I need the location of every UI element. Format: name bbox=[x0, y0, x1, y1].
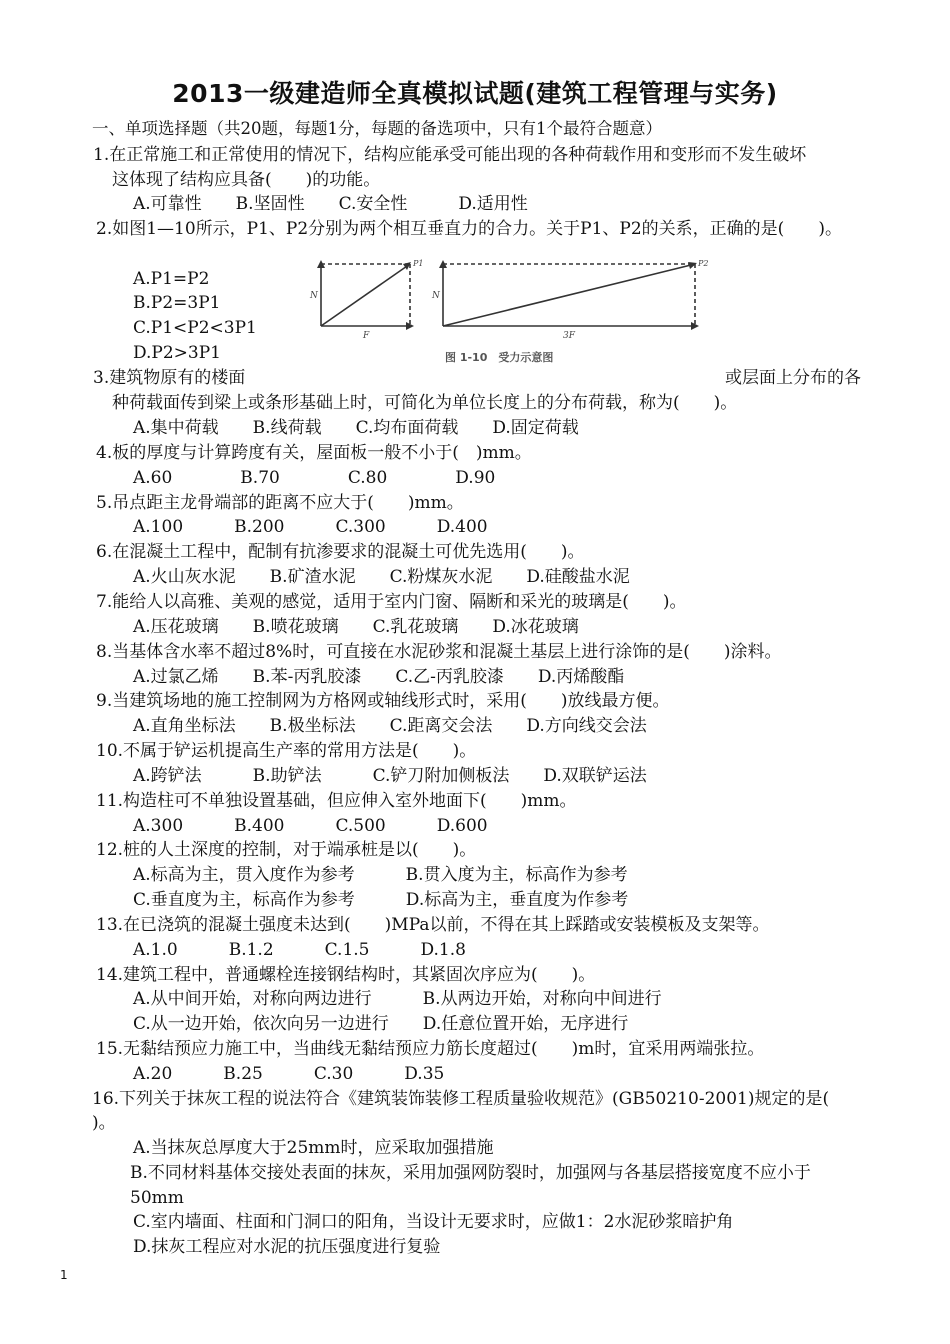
q12-options-ab: A.标高为主，贯入度作为参考 B.贯入度为主，标高作为参考 bbox=[133, 865, 628, 885]
q2-option-d: D.P2>3P1 bbox=[133, 343, 221, 363]
q2-option-a: A.P1=P2 bbox=[133, 269, 210, 289]
q12-stem: 12.桩的人土深度的控制，对于端承桩是以( )。 bbox=[96, 840, 477, 860]
q16-option-a: A.当抹灰总厚度大于25mm时，应采取加强措施 bbox=[133, 1138, 494, 1158]
q3-stem-right: 或层面上分布的各 bbox=[725, 368, 861, 388]
q6-options: A.火山灰水泥 B.矿渣水泥 C.粉煤灰水泥 D.硅酸盐水泥 bbox=[133, 567, 630, 587]
q2-option-b: B.P2=3P1 bbox=[133, 293, 221, 313]
q13-stem: 13.在已浇筑的混凝土强度未达到( )MPa以前，不得在其上踩踏或安装模板及支架等。 bbox=[96, 915, 770, 935]
q12-options-cd: C.垂直度为主，标高作为参考 D.标高为主，垂直度为作参考 bbox=[133, 890, 629, 910]
figure-caption: 图 1-10 受力示意图 bbox=[445, 351, 554, 364]
q14-stem: 14.建筑工程中，普通螺栓连接钢结构时，其紧固次序应为( )。 bbox=[96, 965, 596, 985]
q15-stem: 15.无黏结预应力施工中，当曲线无黏结预应力筋长度超过( )m时，宜采用两端张拉。 bbox=[96, 1039, 765, 1059]
q13-options: A.1.0 B.1.2 C.1.5 D.1.8 bbox=[133, 940, 466, 960]
q9-stem: 9.当建筑场地的施工控制网为方格网或轴线形式时，采用( )放线最方便。 bbox=[96, 691, 670, 711]
q5-stem: 5.吊点距主龙骨端部的距离不应大于( )mm。 bbox=[96, 493, 464, 513]
label-f1: F bbox=[363, 331, 370, 341]
q10-options: A.跨铲法 B.助铲法 C.铲刀附加侧板法 D.双联铲运法 bbox=[133, 766, 647, 786]
q4-stem: 4.板的厚度与计算跨度有关，屋面板一般不小于( )mm。 bbox=[96, 443, 532, 463]
q15-options: A.20 B.25 C.30 D.35 bbox=[133, 1064, 445, 1084]
q10-stem: 10.不属于铲运机提高生产率的常用方法是( )。 bbox=[96, 741, 477, 761]
q2-option-c: C.P1<P2<3P1 bbox=[133, 318, 257, 338]
q16-stem-cont: )。 bbox=[92, 1113, 116, 1133]
q2-stem: 2.如图1—10所示，P1、P2分别为两个相互垂直力的合力。关于P1、P2的关系，正确的是( )。 bbox=[96, 219, 842, 239]
q14-options-ab: A.从中间开始，对称向两边进行 B.从两边开始，对称向中间进行 bbox=[133, 989, 662, 1009]
vector-p1 bbox=[321, 264, 410, 326]
q16-stem: 16.下列关于抹灰工程的说法符合《建筑装饰装修工程质量验收规范》(GB50210-2001)规定的是( bbox=[92, 1089, 830, 1109]
q1-stem: 1.在正常施工和正常使用的情况下，结构应能承受可能出现的各种荷载作用和变形而不发生破坏 bbox=[93, 145, 807, 165]
force-diagram-figure bbox=[305, 252, 725, 372]
force-diagram-p1 bbox=[321, 264, 410, 326]
q5-options: A.100 B.200 C.300 D.400 bbox=[133, 517, 488, 537]
label-p2: P2 bbox=[698, 259, 709, 268]
q7-stem: 7.能给人以高雅、美观的感觉，适用于室内门窗、隔断和采光的玻璃是( )。 bbox=[96, 592, 687, 612]
page-title: 2013一级建造师全真模拟试题(建筑工程管理与实务) bbox=[172, 79, 778, 108]
q7-options: A.压花玻璃 B.喷花玻璃 C.乳花玻璃 D.冰花玻璃 bbox=[133, 617, 579, 637]
label-n2: N bbox=[432, 291, 440, 301]
vector-p2 bbox=[443, 264, 695, 326]
q8-stem: 8.当基体含水率不超过8%时，可直接在水泥砂浆和混凝土基层上进行涂饰的是( )涂料。 bbox=[96, 642, 782, 662]
section-heading: 一、单项选择题（共20题，每题1分，每题的备选项中，只有1个最符合题意） bbox=[92, 119, 662, 138]
q1-options: A.可靠性 B.坚固性 C.安全性 D.适用性 bbox=[133, 194, 528, 214]
q4-options: A.60 B.70 C.80 D.90 bbox=[133, 468, 496, 488]
force-diagram-p2 bbox=[443, 264, 695, 326]
q16-option-c: C.室内墙面、柱面和门洞口的阳角，当设计无要求时，应做1：2水泥砂浆暗护角 bbox=[133, 1212, 734, 1232]
q3-stem: 3.建筑物原有的楼面 bbox=[93, 368, 246, 388]
q11-options: A.300 B.400 C.500 D.600 bbox=[133, 816, 488, 836]
page-number: 1 bbox=[60, 1268, 68, 1282]
q9-options: A.直角坐标法 B.极坐标法 C.距离交会法 D.方向线交会法 bbox=[133, 716, 647, 736]
q6-stem: 6.在混凝土工程中，配制有抗渗要求的混凝土可优先选用( )。 bbox=[96, 542, 585, 562]
q16-option-b: B.不同材料基体交接处表面的抹灰，采用加强网防裂时，加强网与各基层搭接宽度不应小于 bbox=[130, 1163, 811, 1183]
q3-options: A.集中荷载 B.线荷载 C.均布面荷载 D.固定荷载 bbox=[133, 418, 579, 438]
label-f2: 3F bbox=[563, 331, 575, 341]
label-n1: N bbox=[310, 291, 318, 301]
label-p1: P1 bbox=[413, 259, 424, 268]
q16-option-b-cont: 50mm bbox=[130, 1188, 184, 1208]
q1-stem-cont: 这体现了结构应具备( )的功能。 bbox=[112, 170, 381, 190]
q8-options: A.过氯乙烯 B.苯-丙乳胶漆 C.乙-丙乳胶漆 D.丙烯酸酯 bbox=[133, 667, 625, 687]
q11-stem: 11.构造柱可不单独设置基础，但应伸入室外地面下( )mm。 bbox=[96, 791, 577, 811]
q14-options-cd: C.从一边开始，依次向另一边进行 D.任意位置开始，无序进行 bbox=[133, 1014, 629, 1034]
q16-option-d: D.抹灰工程应对水泥的抗压强度进行复验 bbox=[133, 1237, 441, 1257]
q3-stem-cont: 种荷载面传到梁上或条形基础上时，可简化为单位长度上的分布荷载，称为( )。 bbox=[112, 393, 738, 413]
